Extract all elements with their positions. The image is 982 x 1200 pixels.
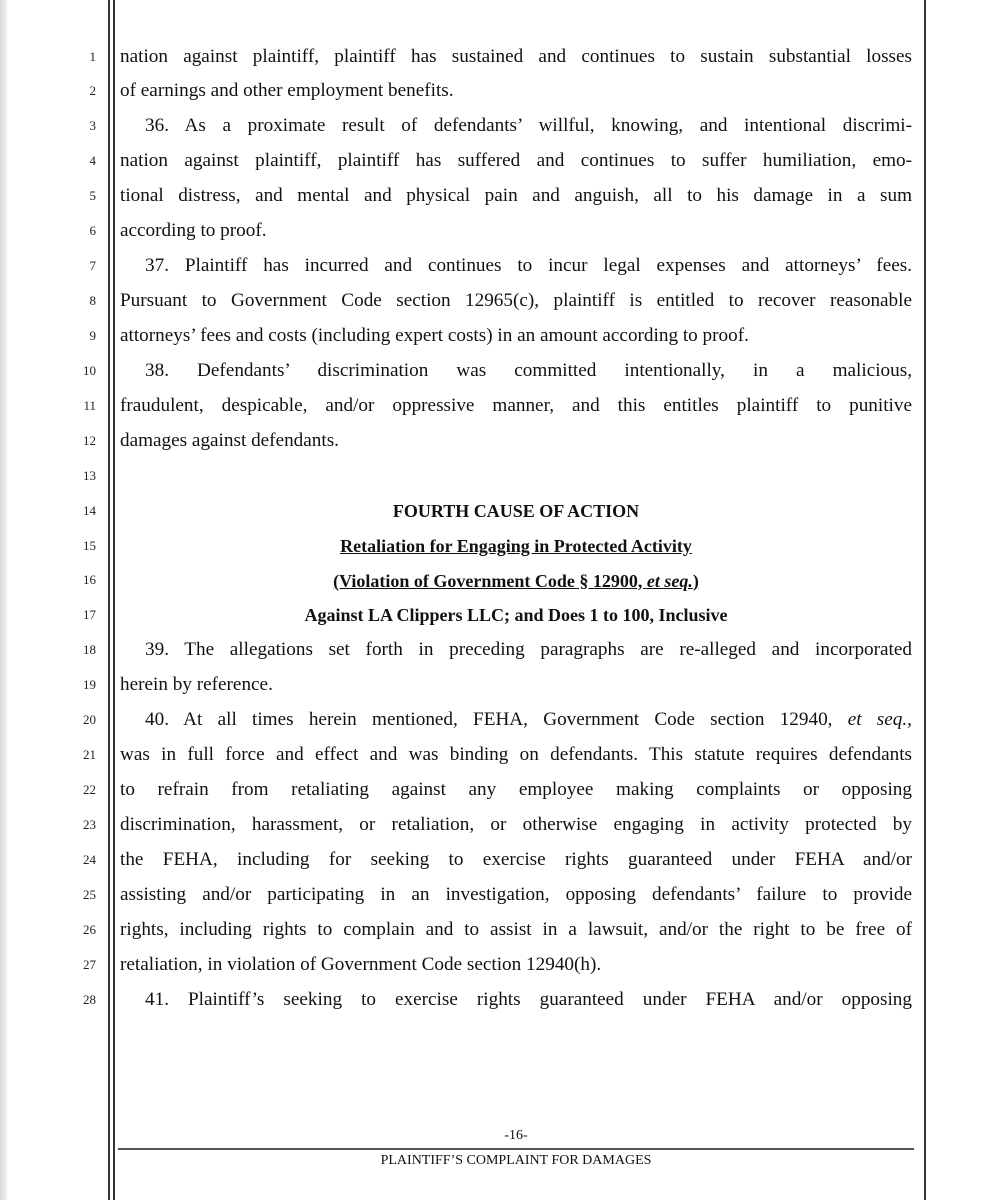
text-line: of earnings and other employment benefits.: [120, 80, 454, 102]
text-line: was in full force and effect and was binding on defendants. This statute requires defendants: [120, 744, 912, 766]
line-number: 7: [89, 258, 96, 274]
line-number: 11: [83, 397, 96, 413]
text-span: 40. At all times herein mentioned, FEHA, Government Code section 12940,: [145, 709, 848, 731]
text-line: rights, including rights to complain and to assist in a lawsuit, and/or the right to be free of: [120, 918, 912, 940]
text-line: fraudulent, despicable, and/or oppressive manner, and this entitles plaintiff to punitive: [120, 394, 912, 416]
line-number: 15: [83, 537, 96, 553]
line-number: 3: [89, 118, 96, 134]
cause-of-action-heading: FOURTH CAUSE OF ACTION: [392, 500, 640, 521]
line-number: 9: [89, 327, 96, 343]
line-number: 20: [83, 712, 96, 728]
cause-title-text: Retaliation for Engaging in Protected Activity: [340, 535, 692, 556]
margin-rule-left-inner: [113, 0, 115, 1200]
statute-reference: [120, 564, 912, 599]
paragraph-40: [145, 703, 912, 738]
line-number: 12: [83, 432, 96, 448]
line-number: 17: [83, 607, 96, 623]
line-number: 27: [83, 956, 96, 972]
line-number: 21: [83, 747, 96, 763]
text-line: according to proof.: [120, 220, 267, 242]
paragraph-38: 38. Defendants’ discrimination was committed intentionally, in a malicious,: [145, 359, 912, 381]
text-line: herein by reference.: [120, 674, 273, 696]
defendants-line: Against LA Clippers LLC; and Does 1 to 100, Inclusive: [304, 605, 728, 626]
line-number: 24: [83, 851, 96, 867]
paragraph-36: 36. As a proximate result of defendants’ willful, knowing, and intentional discrimi-: [145, 115, 912, 137]
text-line: attorneys’ fees and costs (including expert costs) in an amount according to proof.: [120, 325, 749, 346]
line-number: 2: [89, 83, 96, 99]
line-number: 10: [83, 362, 96, 378]
text-line: Pursuant to Government Code section 12965(c), plaintiff is entitled to recover reasonable: [120, 290, 912, 311]
paragraph-37: 37. Plaintiff has incurred and continues to incur legal expenses and attorneys’ fees.: [145, 255, 912, 277]
text-line: nation against plaintiff, plaintiff has suffered and continues to suffer humiliation, emo-: [120, 150, 912, 172]
line-number: 23: [83, 816, 96, 832]
paragraph-41: 41. Plaintiff’s seeking to exercise rights guaranteed under FEHA and/or opposing: [145, 988, 912, 1010]
line-number: 22: [83, 782, 96, 798]
text-line: damages against defendants.: [120, 429, 339, 451]
cause-of-action-title: [120, 529, 912, 564]
line-number: 19: [83, 677, 96, 693]
line-number: 6: [89, 223, 96, 239]
line-number: 14: [83, 502, 96, 518]
statute-italic: et seq.: [646, 570, 693, 591]
footer-divider: [118, 1148, 914, 1150]
text-line: tional distress, and mental and physical pain and anguish, all to his damage in a sum: [120, 185, 912, 207]
statute-text: (Violation of Government Code § 12900,: [333, 570, 647, 591]
line-number: 28: [83, 991, 96, 1007]
text-line: the FEHA, including for seeking to exercise rights guaranteed under FEHA and/or: [120, 848, 912, 870]
margin-rule-left-outer: [108, 0, 110, 1200]
line-number: 5: [89, 188, 96, 204]
margin-rule-right: [924, 0, 926, 1200]
text-line: retaliation, in violation of Government Code section 12940(h).: [120, 953, 602, 975]
line-number: 1: [89, 48, 96, 64]
italic-span: et seq.,: [847, 709, 912, 731]
line-number: 8: [89, 293, 96, 308]
footer-title: PLAINTIFF’S COMPLAINT FOR DAMAGES: [380, 1153, 652, 1168]
text-line: assisting and/or participating in an investigation, opposing defendants’ failure to provide: [120, 883, 912, 905]
line-number: 18: [83, 642, 96, 658]
paragraph-39: 39. The allegations set forth in preceding paragraphs are re-alleged and incorporated: [145, 639, 912, 661]
line-number: 26: [83, 921, 96, 937]
line-number: 4: [89, 153, 96, 169]
line-number: 13: [83, 467, 96, 483]
text-line: discrimination, harassment, or retaliation, or otherwise engaging in activity protected by: [120, 814, 912, 835]
page-number: -16-: [504, 1128, 528, 1143]
text-line: nation against plaintiff, plaintiff has sustained and continues to sustain substantial losses: [120, 45, 912, 67]
statute-close: ): [692, 570, 699, 591]
page-edge-shadow: [0, 0, 7, 1200]
line-number: 16: [83, 572, 96, 588]
line-number: 25: [83, 886, 96, 902]
text-line: to refrain from retaliating against any employee making complaints or opposing: [120, 779, 912, 801]
